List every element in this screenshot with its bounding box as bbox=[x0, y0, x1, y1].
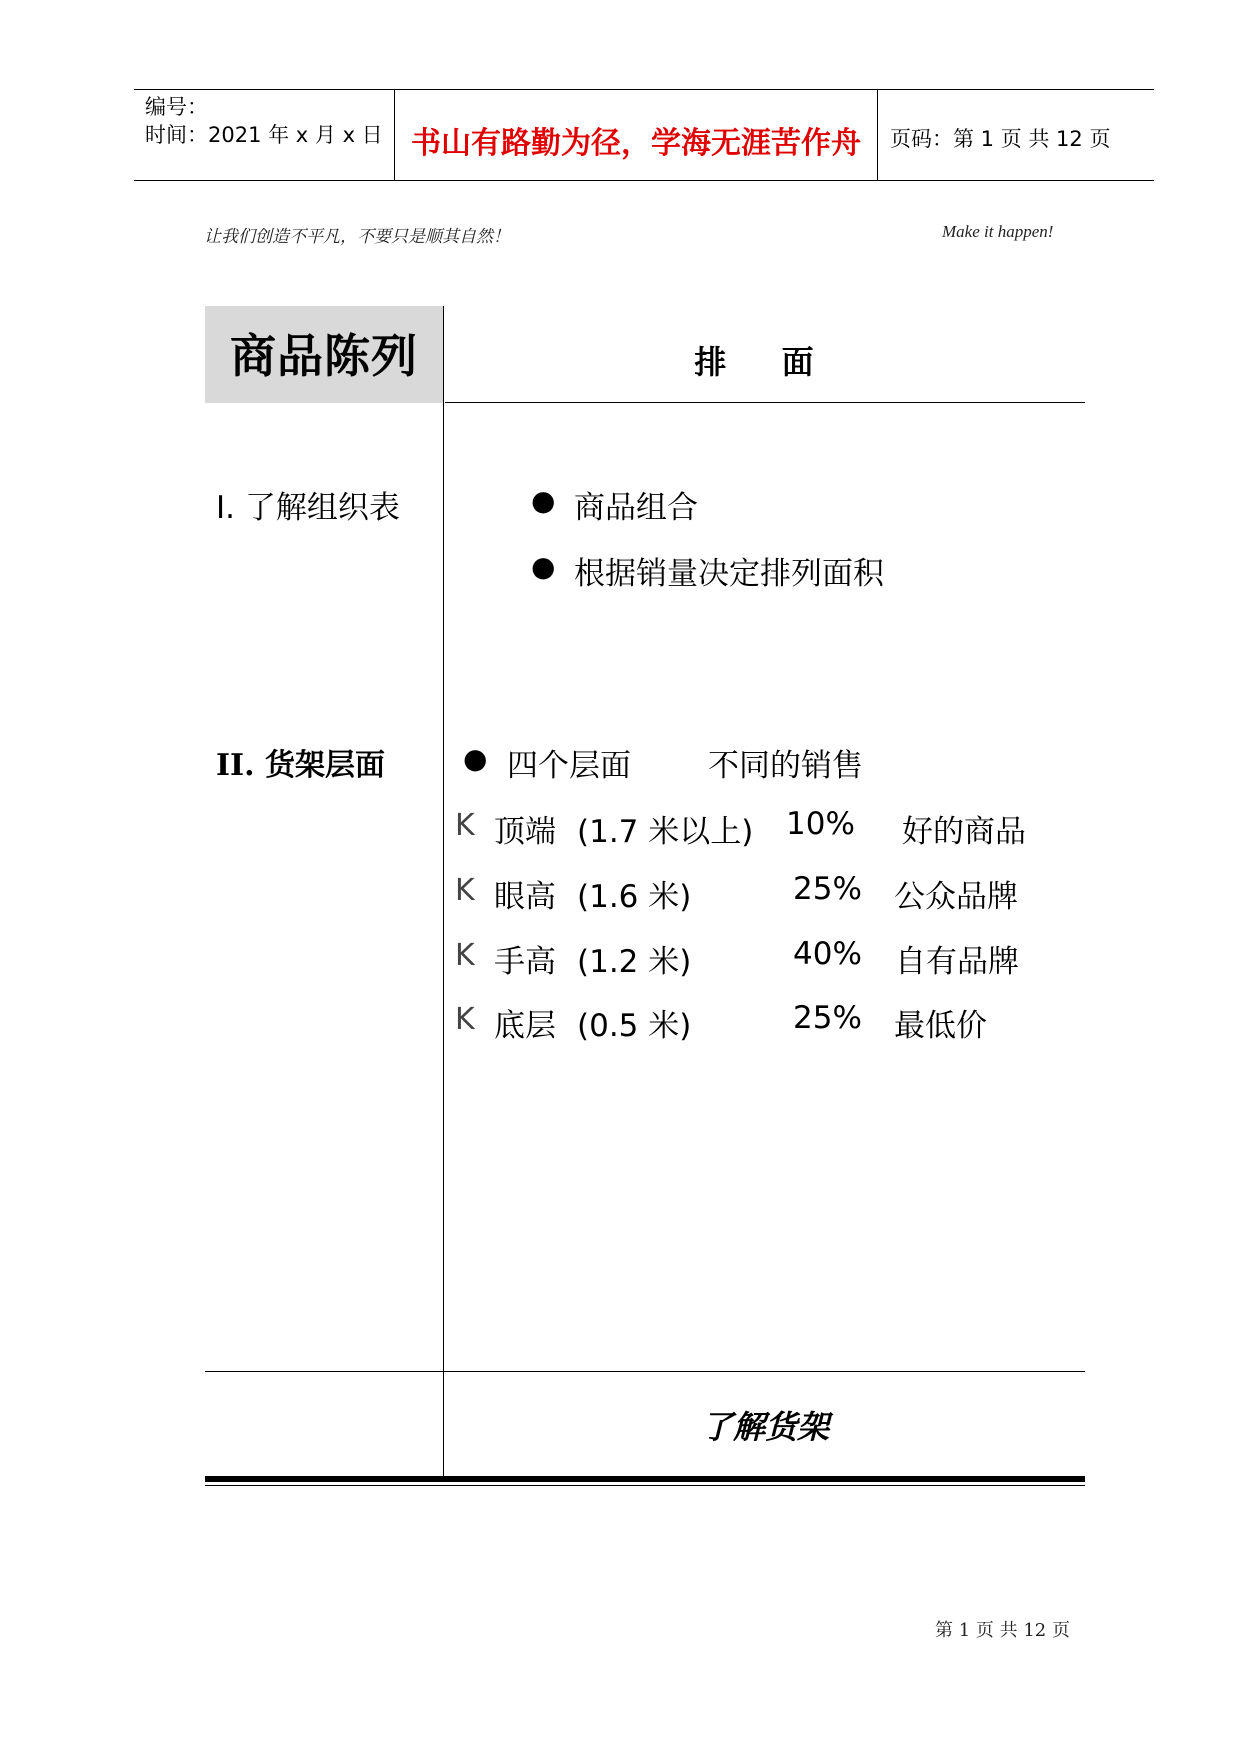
subtitle: 排 面 bbox=[694, 343, 836, 381]
section-2-label: II. 货架层面 bbox=[216, 748, 385, 783]
row-pct: 40% bbox=[793, 936, 862, 972]
row-desc: 自有品牌 bbox=[895, 944, 1019, 980]
bullet-icon: ● bbox=[463, 742, 488, 775]
slogan: 书山有路勤为径，学海无涯苦作舟 bbox=[411, 126, 861, 161]
row-desc: 好的商品 bbox=[902, 814, 1026, 850]
title-rule bbox=[445, 402, 1085, 403]
motto-left: 让我们创造不平凡，不要只是顺其自然！ bbox=[204, 227, 510, 247]
number-label: 编号： bbox=[145, 95, 208, 119]
row-pct: 25% bbox=[793, 871, 862, 907]
row-pct: 25% bbox=[793, 1000, 862, 1036]
row-height: (1.2 米) bbox=[577, 944, 692, 980]
bullet-icon: ● bbox=[531, 484, 556, 517]
row-height: (1.6 米) bbox=[577, 879, 692, 915]
time-label: 时间：2021 年 x 月 x 日 bbox=[145, 123, 383, 147]
page-title: 商品陈列 bbox=[230, 329, 418, 383]
section-1-bullet-1: 商品组合 bbox=[574, 490, 698, 526]
header-bottom-rule bbox=[134, 180, 1154, 181]
row-level: 底层 bbox=[494, 1008, 556, 1044]
bottom-thick-rule bbox=[205, 1476, 1085, 1482]
section-1-bullet-2: 根据销量决定排列面积 bbox=[574, 556, 884, 592]
row-level: 手高 bbox=[494, 944, 556, 980]
bullet-icon: ● bbox=[531, 550, 556, 583]
page-label: 页码：第 1 页 共 12 页 bbox=[890, 127, 1111, 151]
row-desc: 最低价 bbox=[894, 1008, 987, 1044]
section-2-bullet-b: 不同的销售 bbox=[708, 748, 863, 784]
k-marker: K bbox=[455, 1002, 475, 1037]
row-level: 顶端 bbox=[494, 814, 556, 850]
footer-rule bbox=[205, 1371, 1085, 1372]
row-height: (0.5 米) bbox=[577, 1008, 692, 1044]
section-1-label: I. 了解组织表 bbox=[216, 490, 400, 526]
header-top-rule bbox=[134, 89, 1154, 90]
table-divider bbox=[443, 306, 444, 1476]
motto-right: Make it happen! bbox=[942, 222, 1054, 241]
page-number: 第 1 页 共 12 页 bbox=[935, 1620, 1070, 1641]
table-footer-label: 了解货架 bbox=[700, 1408, 829, 1446]
k-marker: K bbox=[455, 808, 475, 843]
row-pct: 10% bbox=[786, 806, 855, 842]
row-level: 眼高 bbox=[494, 879, 556, 915]
row-height: (1.7 米以上) bbox=[577, 814, 754, 850]
section-2-bullet-a: 四个层面 bbox=[507, 748, 631, 784]
header-divider-2 bbox=[877, 89, 878, 180]
k-marker: K bbox=[455, 938, 475, 973]
k-marker: K bbox=[455, 873, 475, 908]
bottom-thin-rule bbox=[205, 1485, 1085, 1486]
row-desc: 公众品牌 bbox=[894, 879, 1018, 915]
